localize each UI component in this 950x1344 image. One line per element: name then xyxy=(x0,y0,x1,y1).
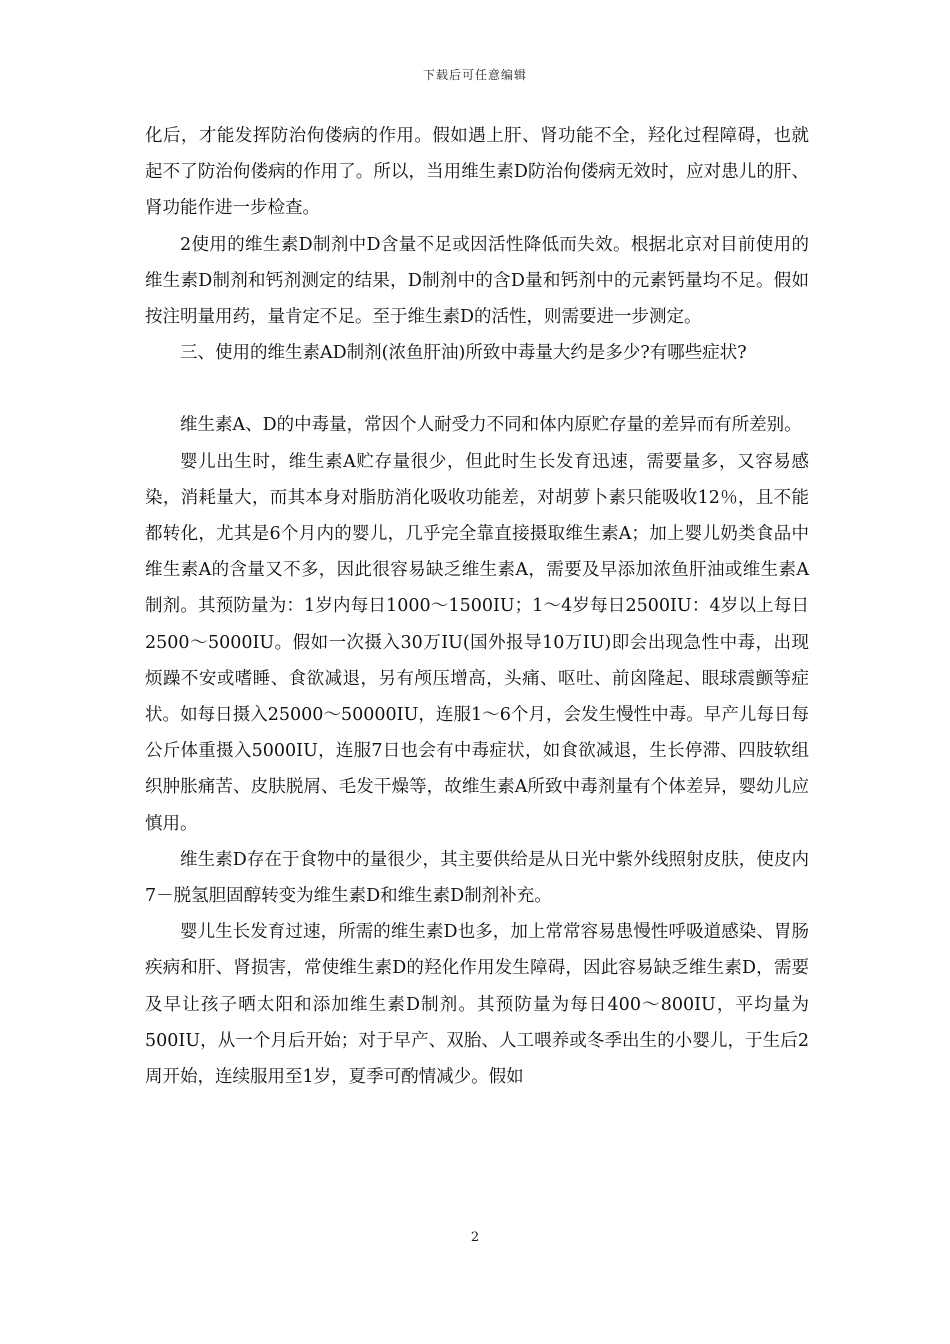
paragraph: 婴儿生长发育过速，所需的维生素D也多，加上常常容易患慢性呼吸道感染、胃肠疾病和肝、肾损害，常使维生素D的羟化作用发生障碍，因此容易缺乏维生素D，需要及早让孩子晒太阳和添加维生素D制剂。其预防量为每日400～800IU，平均量为500IU，从一个月后开始；对于早产、双胎、人工喂养或冬季出生的小婴儿，于生后2周开始，连续服用至1岁，夏季可酌情减少。假如 xyxy=(145,922,809,1088)
page-number: 2 xyxy=(470,1230,480,1245)
paragraph: 维生素D存在于食物中的量很少，其主要供给是从日光中紫外线照射皮肤，使皮内7－脱氢胆固醇转变为维生素D和维生素D制剂补充。 xyxy=(145,849,809,907)
paragraph-continuation: 化后，才能发挥防治佝偻病的作用。假如遇上肝、肾功能不全，羟化过程障碍，也就起不了防治佝偻病的作用了。所以，当用维生素D防治佝偻病无效时，应对患儿的肝、肾功能作进一步检查。 xyxy=(145,126,809,219)
paragraph: 2使用的维生素D制剂中D含量不足或因活性降低而失效。根据北京对目前使用的维生素D制剂和钙剂测定的结果，D制剂中的含D量和钙剂中的元素钙量均不足。假如按注明量用药，量肯定不足。至于维生素D的活性，则需要进一步测定。 xyxy=(145,234,809,328)
document-body xyxy=(145,118,809,1095)
paragraph: 维生素A、D的中毒量，常因个人耐受力不同和体内原贮存量的差异而有所差别。 xyxy=(180,415,802,436)
paragraph: 婴儿出生时，维生素A贮存量很少，但此时生长发育迅速，需要量多，又容易感染，消耗量大，而其本身对脂肪消化吸收功能差，对胡萝卜素只能吸收12％，且不能都转化，尤其是6个月内的婴儿，几乎完全靠直接摄取维生素A；加上婴儿奶类食品中维生素A的含量又不多，因此很容易缺乏维生素A，需要及早添加浓鱼肝油或维生素A制剂。其预防量为：1岁内每日1000～1500IU；1～4岁每日2500IU：4岁以上每日2500～5000IU。假如一次摄入30万IU(国外报导10万IU)即会出现急性中毒，出现烦躁不安或嗜睡、食欲减退，另有颅压增高，头痛、呕吐、前囟隆起、眼球震颤等症状。如每日摄入25000～50000IU，连服1～6个月，会发生慢性中毒。早产儿每日每公斤体重摄入5000IU，连服7日也会有中毒症状，如食欲减退，生长停滞、四肢软组织肿胀痛苦、皮肤脱屑、毛发干燥等，故维生素A所致中毒剂量有个体差异，婴幼儿应慎用。 xyxy=(145,451,809,834)
page-header: 下载后可任意编辑 xyxy=(422,68,527,82)
section-heading: 三、使用的维生素AD制剂(浓鱼肝油)所致中毒量大约是多少?有哪些症状? xyxy=(180,343,747,364)
